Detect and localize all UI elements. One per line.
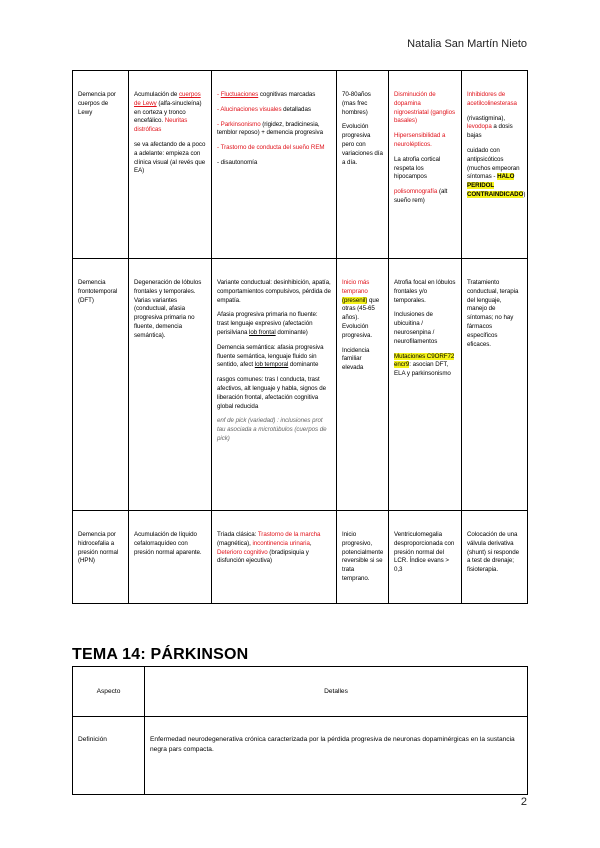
disease-name-cell: Demencia frontotemporal (DFT) <box>73 259 129 511</box>
table-row <box>73 71 528 259</box>
details-header: Detalles <box>145 667 528 717</box>
table-row <box>73 717 528 795</box>
treatment-cell: Tratamiento conductual, terapia del lenguaje, manejo de síntomas; no hay fármacos específicos eficaces. <box>462 259 528 511</box>
parkinson-table <box>72 666 528 795</box>
disease-name-cell: Demencia por cuerpos de Lewy <box>73 71 129 259</box>
pathology-cell: Degeneración de lóbulos frontales y temporales. Varias variantes (conductual, afasia progresiva primaria no fluente, demencia semántica). <box>129 259 212 511</box>
page-number: 2 <box>520 796 527 808</box>
epidemiology-cell: Inicio progresivo, potencialmente reversible si se trata temprano. <box>337 511 389 604</box>
pathology-cell: Acumulación de líquido cefalorraquídeo con presión normal aparente. <box>129 511 212 604</box>
aspect-cell: Definición <box>73 717 145 795</box>
clinical-cell: Variante conductual: desinhibición, apatía, comportamientos compulsivos, pérdida de empatía. Afasia progresiva primaria no fluente: trast lenguaje expresivo (afectación perisilviana lob frontal dominante) Demencia semántica: afasia progresiva fluente semántica, lenguaje fluido sin sentido, afect lob temporal dominante rasgos comunes: tras l conducta, trast afectivos, alt lenguaje y habla, signos de liberación frontal, afectación cognitiva global reducida enf de pick (variedad) : inclusiones prot tau asociada a microtúbulos (cuerpos de pick) <box>212 259 337 511</box>
table-header-row <box>73 667 528 717</box>
epidemiology-cell: 70-80años (mas frec hombres) Evolución progresiva pero con variaciones día a día. <box>337 71 389 259</box>
pathology-cell: Acumulación de cuerpos de Lewy (alfa-sinucleína) en corteza y tronco encefálico. Neuritas distróficas se va afectando de a poco a adelante: empieza con clínica visual (al revés que EA) <box>129 71 212 259</box>
table-row <box>73 511 528 604</box>
disease-name-cell: Demencia por hidrocefalia a presión normal (HPN) <box>73 511 129 604</box>
author-name: Natalia San Martín Nieto <box>407 38 527 50</box>
aspect-header: Aspecto <box>73 667 145 717</box>
dementia-table <box>72 70 528 604</box>
epidemiology-cell: Inicio más temprano (presenil) que otras (45-65 años). Evolución progresiva. Incidencia familiar elevada <box>337 259 389 511</box>
diagnosis-cell: Disminución de dopamina nigroestriatal (ganglios basales) Hipersensibilidad a neurolépticos. La atrofia cortical respeta los hipocampos polisomnografía (alt sueño rem) <box>389 71 462 259</box>
details-cell: Enfermedad neurodegenerativa crónica caracterizada por la pérdida progresiva de neuronas dopaminérgicas en la sustancia negra pars compacta. <box>145 717 528 795</box>
table-row <box>73 259 528 511</box>
diagnosis-cell: Atrofia focal en lóbulos frontales y/o temporales. Inclusiones de ubicuitina / neurosenpina / neurofilamentos Mutaciones C9ORF72 encr9: asocian DFT, ELA y parkinsonismo <box>389 259 462 511</box>
treatment-cell: Inhibidores de acetilcolinesterasa (rivastigmina), levodopa a dosis bajas cuidado con antipsicóticos (muchos empeoran síntomas - HALO PERIDOL CONTRAINDICADO) <box>462 71 528 259</box>
clinical-cell: - Fluctuaciones cognitivas marcadas - Alucinaciones visuales detalladas - Parkinsonismo (rigidez, bradicinesia, temblor reposo) + demencia progresiva - Trastorno de conducta del sueño REM - disautonomía <box>212 71 337 259</box>
section-title: TEMA 14: PÁRKINSON <box>72 646 249 663</box>
treatment-cell: Colocación de una válvula derivativa (shunt) si responde a test de drenaje; fisioterapia. <box>462 511 528 604</box>
diagnosis-cell: Ventriculomegalia desproporcionada con presión normal del LCR. Índice evans > 0,3 <box>389 511 462 604</box>
clinical-cell: Tríada clásica: Trastorno de la marcha (magnética), incontinencia urinaria, Deterioro cognitivo (bradipsiquia y disfunción ejecutiva) <box>212 511 337 604</box>
